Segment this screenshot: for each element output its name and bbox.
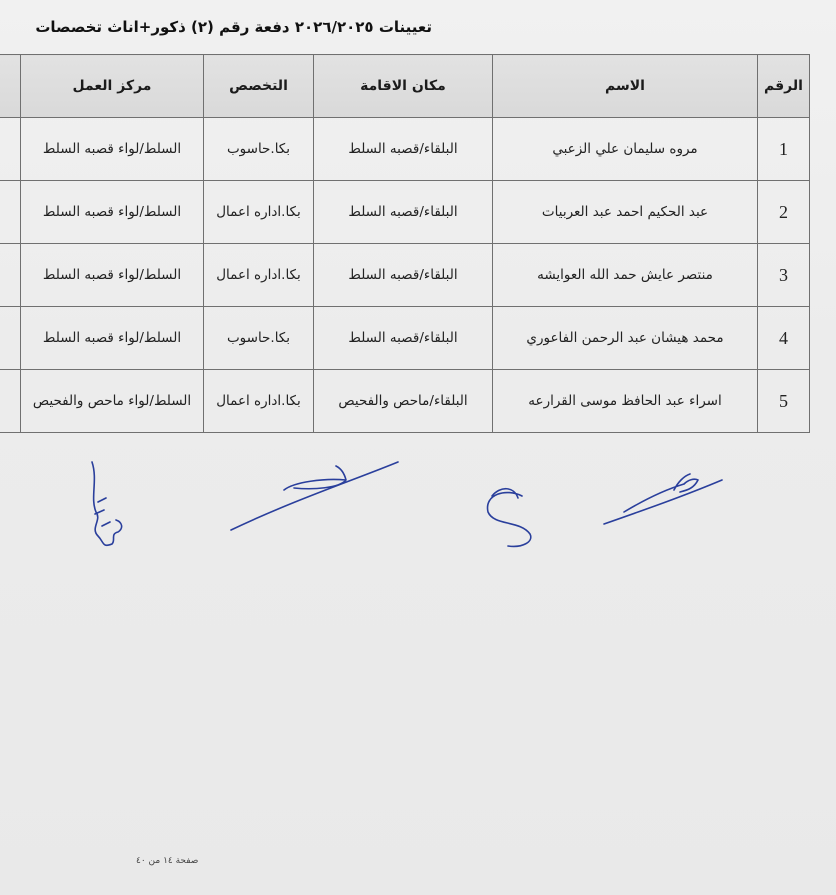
document-title: تعيينات ٢٠٢٦/٢٠٢٥ دفعة رقم (٢) ذكور+اناث تخصصات — [35, 18, 432, 36]
signature-4 — [604, 474, 722, 524]
row-number: 1 — [758, 118, 810, 181]
table-header-row — [0, 55, 810, 118]
row-cut-off-cell — [0, 370, 21, 433]
row-specialization: بكا.اداره اعمال — [204, 181, 314, 244]
row-work-center: السلط/لواء قصبه السلط — [21, 181, 204, 244]
appointments-table — [0, 54, 810, 433]
table-row — [0, 118, 810, 181]
row-residence: البلقاء/قصبه السلط — [314, 118, 493, 181]
row-work-center: السلط/لواء قصبه السلط — [21, 244, 204, 307]
row-number: 4 — [758, 307, 810, 370]
row-cut-off-cell — [0, 244, 21, 307]
row-work-center: السلط/لواء قصبه السلط — [21, 118, 204, 181]
appointments-table-container — [0, 54, 809, 434]
row-name: اسراء عبد الحافظ موسى القرارعه — [493, 370, 758, 433]
row-name: مروه سليمان علي الزعبي — [493, 118, 758, 181]
signature-2 — [231, 462, 398, 530]
header-name: الاسم — [493, 55, 758, 118]
row-name: منتصر عايش حمد الله العوايشه — [493, 244, 758, 307]
row-cut-off-cell — [0, 181, 21, 244]
header-number: الرقم — [758, 55, 810, 118]
table-row — [0, 370, 810, 433]
row-name: محمد هيشان عبد الرحمن الفاعوري — [493, 307, 758, 370]
signature-3 — [488, 489, 531, 547]
table-row — [0, 244, 810, 307]
row-number: 3 — [758, 244, 810, 307]
header-specialization: التخصص — [204, 55, 314, 118]
row-name: عبد الحكيم احمد عبد العربيات — [493, 181, 758, 244]
row-residence: البلقاء/قصبه السلط — [314, 307, 493, 370]
header-residence: مكان الاقامة — [314, 55, 493, 118]
row-residence: البلقاء/قصبه السلط — [314, 244, 493, 307]
signatures — [0, 450, 830, 570]
row-residence: البلقاء/ماحص والفحيص — [314, 370, 493, 433]
row-work-center: السلط/لواء ماحص والفحيص — [21, 370, 204, 433]
row-specialization: بكا.حاسوب — [204, 118, 314, 181]
row-specialization: بكا.اداره اعمال — [204, 244, 314, 307]
header-work-center: مركز العمل — [21, 55, 204, 118]
row-work-center: السلط/لواء قصبه السلط — [21, 307, 204, 370]
row-specialization: بكا.حاسوب — [204, 307, 314, 370]
table-row — [0, 181, 810, 244]
signature-1 — [92, 462, 122, 545]
row-cut-off-cell — [0, 307, 21, 370]
table-row — [0, 307, 810, 370]
row-number: 5 — [758, 370, 810, 433]
row-cut-off-cell — [0, 118, 21, 181]
row-number: 2 — [758, 181, 810, 244]
page-footer: صفحة ١٤ من ٤٠ — [136, 856, 199, 866]
header-cut-off-column — [0, 55, 21, 118]
row-residence: البلقاء/قصبه السلط — [314, 181, 493, 244]
row-specialization: بكا.اداره اعمال — [204, 370, 314, 433]
